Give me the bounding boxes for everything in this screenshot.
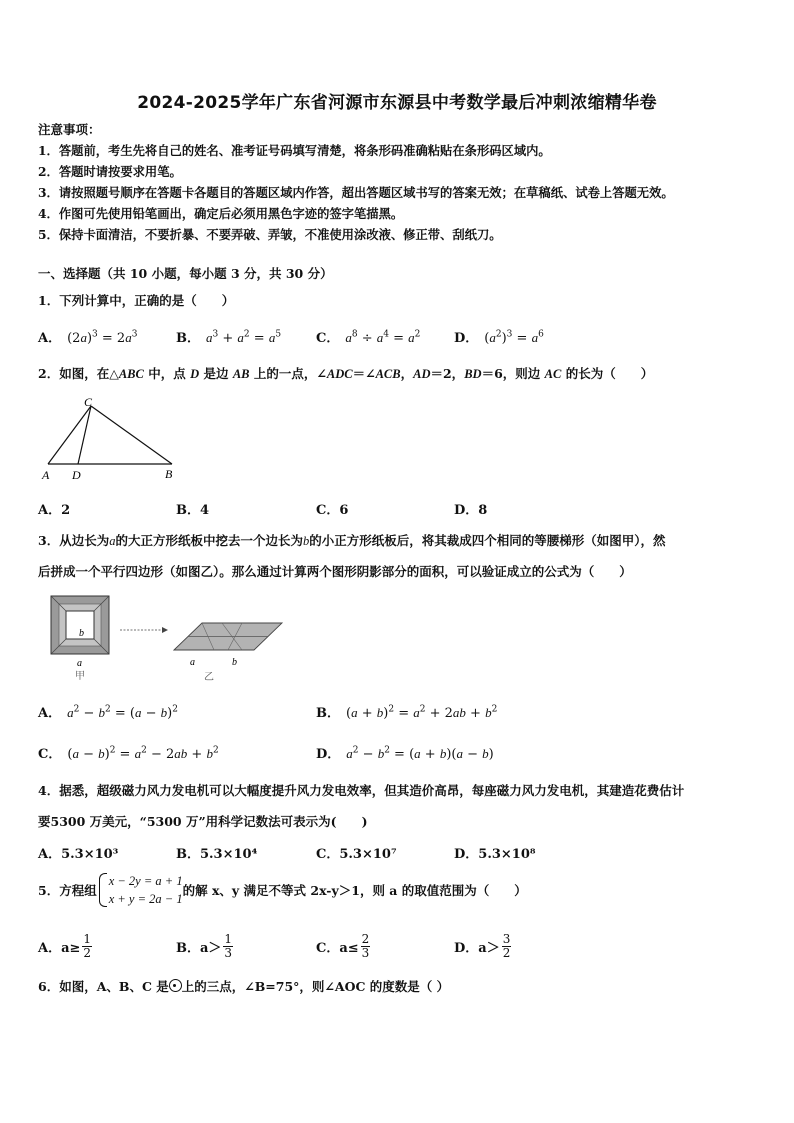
- note-item: 4．作图可先使用铅笔画出，确定后必须用黑色字迹的签字笔描黑。: [38, 206, 404, 221]
- q3-stem-line1: 3．从边长为a的大正方形纸板中挖去一个边长为b的小正方形纸板后，将其裁成四个相同的等腰梯形（如图甲），然: [38, 533, 666, 548]
- q1-option-d: D． $(a^2)^3 = a^6$: [454, 329, 544, 346]
- q3-option-d: D． $a^2 - b^2 = (a + b)(a - b)$: [316, 745, 494, 762]
- q2-option-a: A．2: [38, 503, 71, 518]
- q3-option-b: B． $(a + b)^2 = a^2 + 2ab + b^2$: [316, 704, 498, 721]
- q5-stem: 5．方程组 x − 2y = a + 1 x + y = 2a − 1 的解 x、y 满足不等式 2x-y＞1，则 a 的取值范围为（ ）: [38, 874, 527, 906]
- q3-stem-line2: 后拼成一个平行四边形（如图乙）。那么通过计算两个图形阴影部分的面积，可以验证成立的公式为（ ）: [38, 564, 632, 579]
- q2-option-b: B．4: [176, 503, 210, 518]
- q3-figure: [46, 592, 296, 684]
- label-c: C: [84, 395, 93, 409]
- q4-stem-line2: 要5300 万美元，“5300 万”用科学记数法可表示为( ): [38, 814, 368, 829]
- q2-stem: 2．如图，在△ABC 中，点 D 是边 AB 上的一点，∠ADC＝∠ACB，AD＝2，BD＝6，则边 AC 的长为（ ）: [38, 366, 654, 381]
- q1-option-b: B． $a^3 + a^2 = a^5$: [176, 329, 282, 346]
- q3-option-a: A． $a^2 - b^2 = (a - b)^2$: [38, 704, 178, 721]
- notes-block: [38, 120, 768, 245]
- q5-option-b: B．a＞ $\frac{1}{3}$: [176, 932, 233, 960]
- q4-option-d: D．5.3×10⁸: [454, 847, 536, 862]
- q4-stem-line1: 4．据悉，超级磁力风力发电机可以大幅度提升风力发电效率，但其造价高昂，每座磁力风力发电机，其建造花费估计: [38, 783, 685, 798]
- q5-option-a: A．a≥ $\frac{1}{2}$: [38, 932, 92, 960]
- q4-option-c: C．5.3×10⁷: [316, 847, 397, 862]
- q6-stem: 6．如图，A、B、C 是 上的三点，∠B=75°，则∠AOC 的度数是（ ）: [38, 979, 450, 994]
- note-item: 5．保持卡面清洁，不要折暴、不要弄破、弄皱，不准使用涂改液、修正带、刮纸刀。: [38, 227, 502, 242]
- equation-system: x − 2y = a + 1 x + y = 2a − 1: [97, 872, 183, 908]
- note-item: 3．请按照题号顺序在答题卡各题目的答题区域内作答，超出答题区域书写的答案无效；在草稿纸、试卷上答题无效。: [38, 185, 674, 200]
- notes-heading: 注意事项：: [38, 122, 101, 137]
- q1-option-a: A． $(2a)^3 = 2a^3$: [38, 329, 138, 346]
- label-a: A: [42, 468, 50, 482]
- fig-label-jia: 甲: [75, 671, 85, 682]
- q2-option-d: D．8: [454, 503, 488, 518]
- label-d: D: [72, 468, 81, 482]
- circle-o-symbol: [169, 979, 182, 992]
- fig-label-b-right: b: [232, 657, 237, 668]
- q1-stem: 1．下列计算中，正确的是（ ）: [38, 293, 235, 308]
- fig-label-yi: 乙: [204, 672, 214, 683]
- fig-label-b-inner: b: [79, 628, 84, 639]
- q2-option-c: C．6: [316, 503, 349, 518]
- page-title: 2024-2025学年广东省河源市东源县中考数学最后冲刺浓缩精华卷: [137, 93, 657, 113]
- note-item: 2．答题时请按要求用笔。: [38, 164, 182, 179]
- q2-triangle-figure: [38, 394, 188, 482]
- q3-option-c: C． $(a - b)^2 = a^2 - 2ab + b^2$: [38, 745, 219, 762]
- q4-option-a: A．5.3×10³: [38, 847, 119, 862]
- fig-label-a-right: a: [190, 657, 195, 668]
- q5-option-c: C．a≤ $\frac{2}{3}$: [316, 932, 370, 960]
- note-item: 1．答题前，考生先将自己的姓名、准考证号码填写清楚，将条形码准确粘贴在条形码区域内。: [38, 143, 551, 158]
- label-b: B: [165, 467, 173, 481]
- section-heading: 一、选择题（共 10 小题，每小题 3 分，共 30 分）: [38, 266, 333, 281]
- q1-option-c: C． $a^8 \div a^4 = a^2$: [316, 329, 421, 346]
- q4-option-b: B．5.3×10⁴: [176, 847, 258, 862]
- q5-option-d: D．a＞ $\frac{3}{2}$: [454, 932, 511, 960]
- fig-label-a-left: a: [77, 658, 82, 669]
